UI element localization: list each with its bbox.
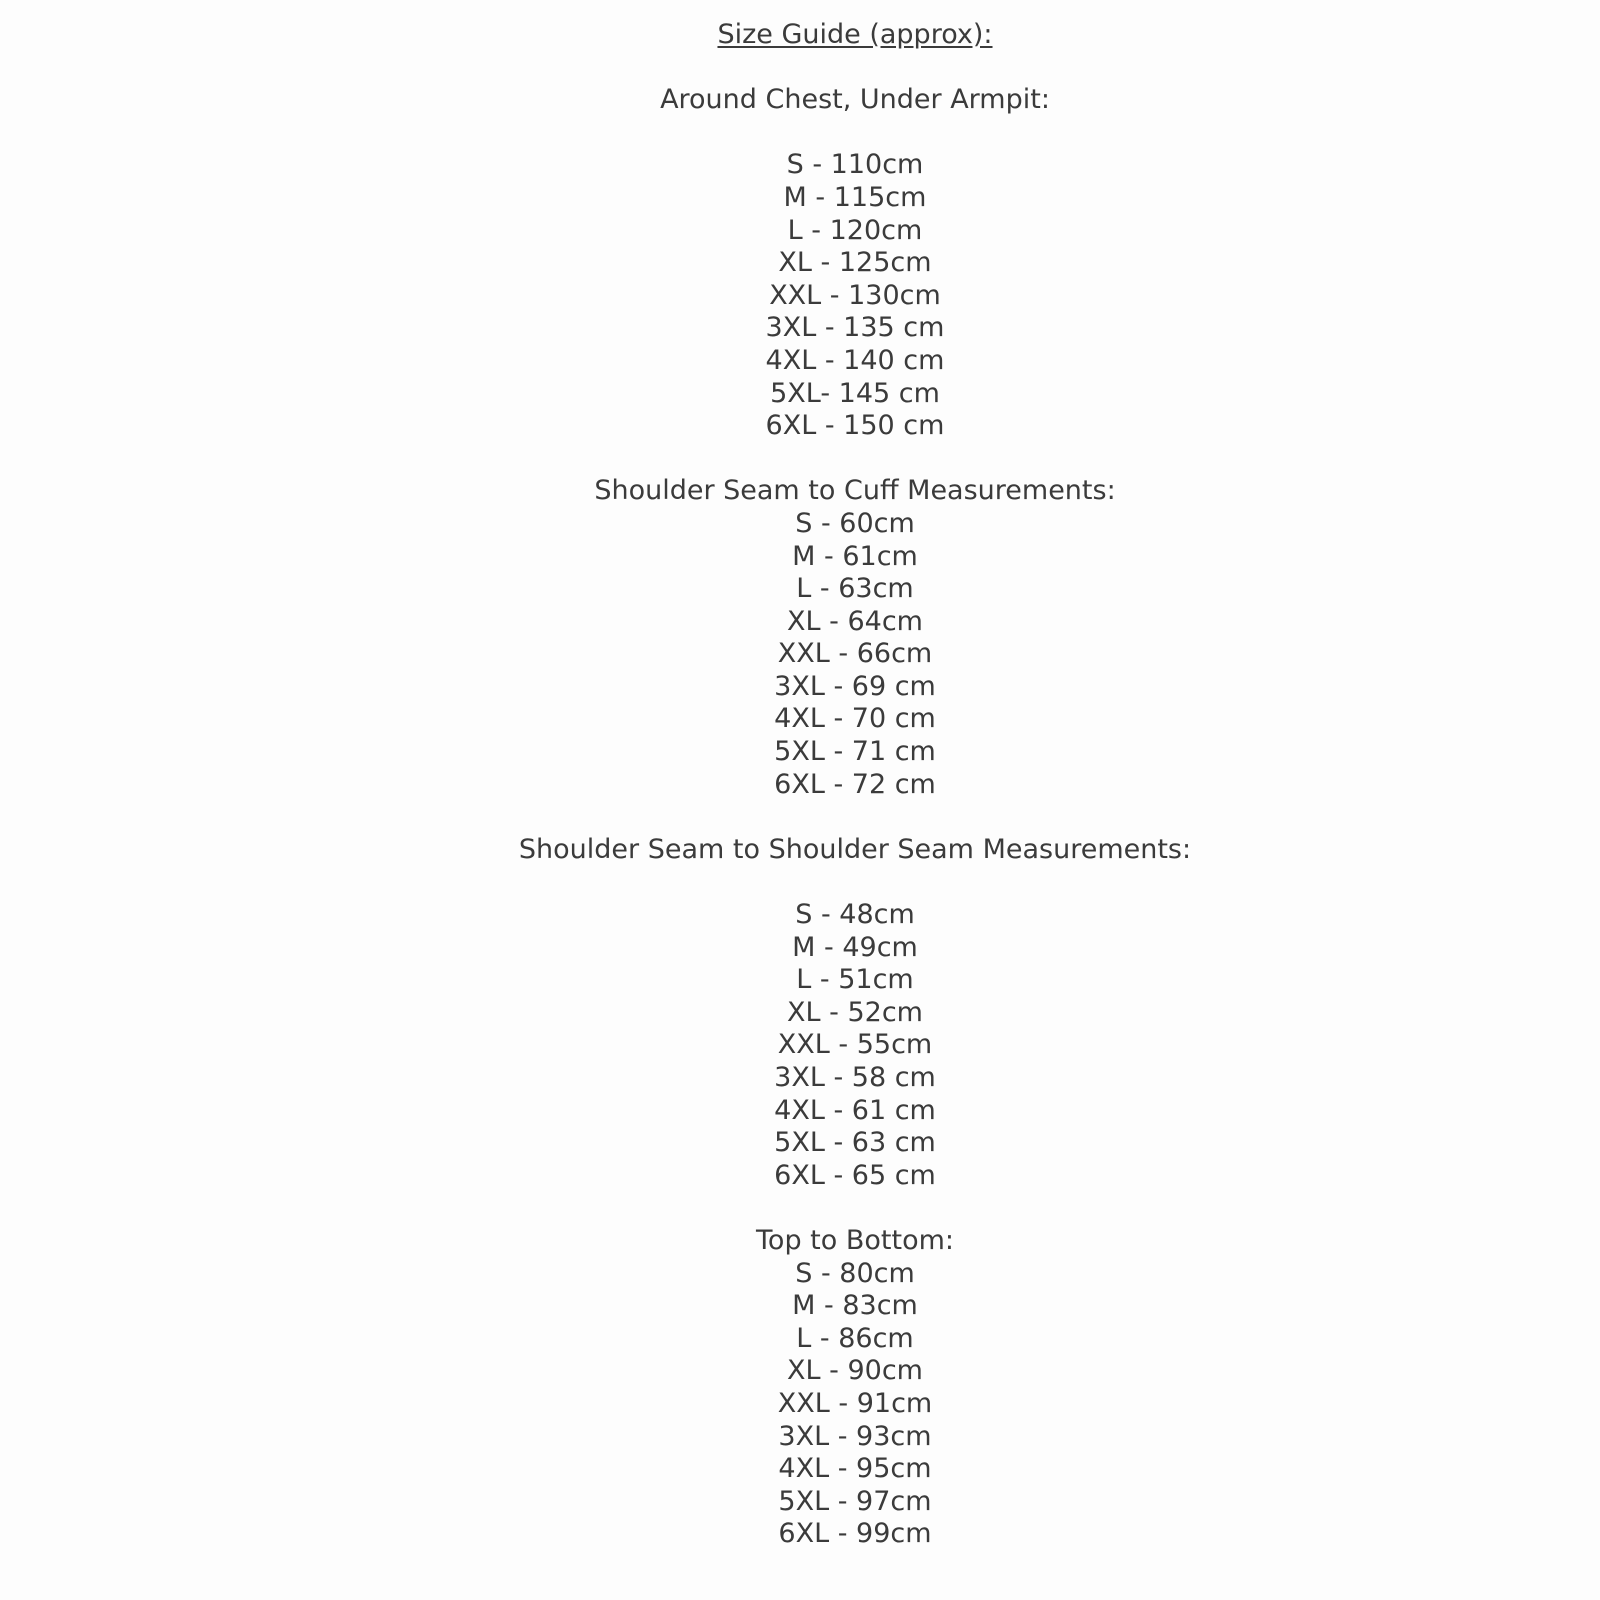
spacer <box>110 866 1600 899</box>
size-row: XXL - 66cm <box>777 638 933 670</box>
spacer <box>110 52 1600 85</box>
size-row: L - 51cm <box>796 964 914 996</box>
size-row: M - 83cm <box>792 1290 918 1322</box>
size-row: XL - 90cm <box>787 1355 923 1387</box>
size-row: XL - 52cm <box>787 996 923 1028</box>
size-row: 3XL - 58 cm <box>774 1062 936 1093</box>
size-row: XXL - 130cm <box>769 279 941 311</box>
size-row: 4XL - 95cm <box>778 1453 932 1485</box>
size-row: 3XL - 135 cm <box>765 312 945 344</box>
spacer <box>110 1192 1600 1225</box>
size-row: 6XL - 65 cm <box>774 1159 936 1191</box>
section-heading-cuff: Shoulder Seam to Cuff Measurements: <box>594 475 1116 507</box>
page-title <box>110 19 1600 52</box>
size-row: 5XL - 97cm <box>778 1485 932 1517</box>
size-row: 6XL - 72 cm <box>774 768 936 800</box>
size-row: S - 48cm <box>795 899 915 931</box>
spacer <box>110 443 1600 476</box>
size-row: 6XL - 150 cm <box>765 410 945 442</box>
section-chest <box>110 84 1600 443</box>
size-row: L - 86cm <box>796 1322 914 1354</box>
size-row: L - 63cm <box>796 573 914 605</box>
size-row: 5XL- 145 cm <box>770 377 940 409</box>
section-length <box>110 1225 1600 1551</box>
section-heading-shoulder: Shoulder Seam to Shoulder Seam Measurements: <box>518 833 1192 865</box>
size-row: 5XL - 63 cm <box>774 1127 936 1159</box>
size-row: XL - 125cm <box>778 247 932 279</box>
size-row: 4XL - 140 cm <box>765 344 945 376</box>
size-row: 4XL - 70 cm <box>774 703 936 735</box>
size-row: L - 120cm <box>787 214 923 246</box>
page-title-text: Size Guide (approx): <box>717 19 993 50</box>
spacer <box>110 801 1600 834</box>
size-row: 4XL - 61 cm <box>774 1094 936 1126</box>
size-row: S - 80cm <box>795 1257 915 1289</box>
section-heading-length: Top to Bottom: <box>756 1224 954 1256</box>
size-row: 5XL - 71 cm <box>774 736 936 768</box>
size-row: XL - 64cm <box>787 605 923 637</box>
section-cuff <box>110 475 1600 801</box>
size-row: M - 115cm <box>783 181 927 213</box>
spacer <box>110 117 1600 150</box>
size-row: S - 110cm <box>786 149 924 181</box>
size-row: M - 49cm <box>792 931 918 963</box>
section-shoulder <box>110 834 1600 1193</box>
size-row: XXL - 55cm <box>777 1029 933 1061</box>
size-row: XXL - 91cm <box>777 1387 933 1419</box>
size-row: 3XL - 93cm <box>778 1420 932 1452</box>
size-row: S - 60cm <box>795 507 915 539</box>
section-heading-chest: Around Chest, Under Armpit: <box>660 84 1050 116</box>
size-row: 3XL - 69 cm <box>774 670 936 702</box>
size-row: M - 61cm <box>792 540 918 572</box>
size-row: 6XL - 99cm <box>778 1518 932 1550</box>
